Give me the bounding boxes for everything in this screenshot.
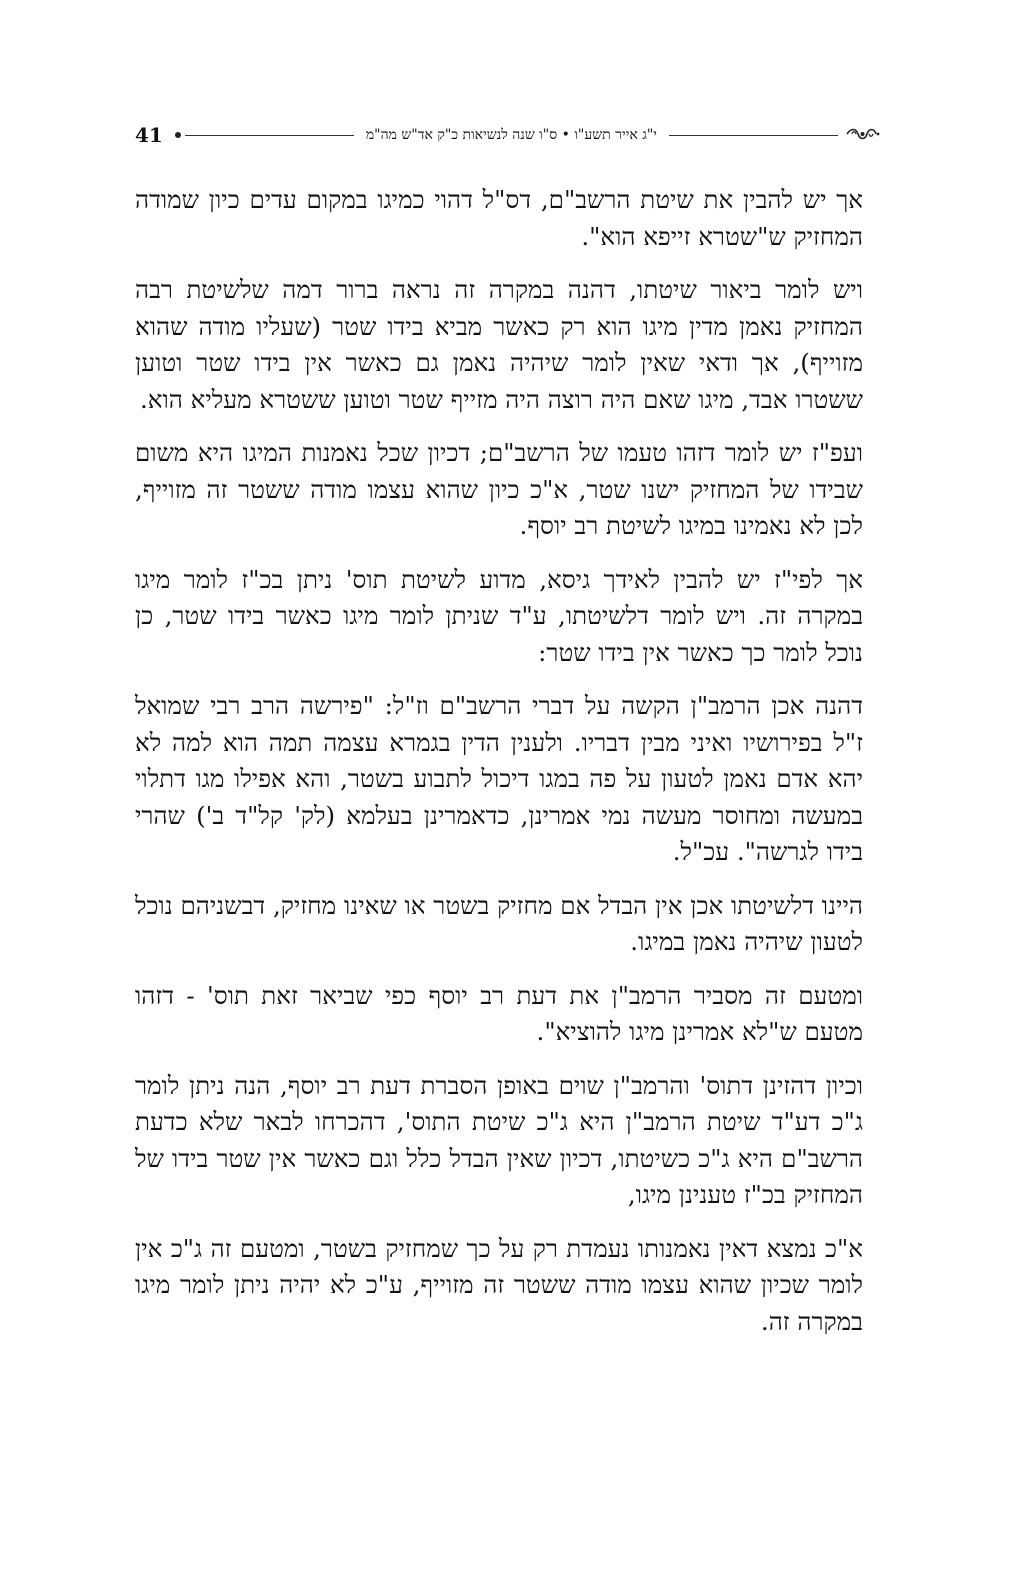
flourish-icon [846,125,880,146]
body-text [135,182,863,1357]
paragraph: דהנה אכן הרמב"ן הקשה על דברי הרשב"ם וז"ל: "פירשה הרב רבי שמואל ז"ל בפירושיו ואיני מבין דבריו. ולענין הדין בגמרא עצמה תמה הוא למה לא יהא אדם נאמן לטעון על פה במגו דיכול לתבוע בשטר, והא אפילו מגו דתלוי במעשה ומחוסר מעשה נמי אמרינן, כדאמרינן בעלמא (לק' קל"ד ב') שהרי בידו לגרשה". עכ"ל. [135,691,863,866]
paragraph: אך יש להבין את שיטת הרשב"ם, דס"ל דהוי כמיגו במקום עדים כיון שמודה המחזיק ש"שטרא זייפא הוא". [135,185,863,251]
paragraph: וכיון דהזינן דתוס' והרמב"ן שוים באופן הסברת דעת רב יוסף, הנה ניתן לומר ג"כ דע"ד שיטת הרמב"ן היא ג"כ שיטת התוס', דהכרחו לבאר שלא כדעת הרשב"ם היא ג"כ כשיטתו, דכיון שאין הבדל כלל וגם כאשר אין שטר בידו של המחזיק בכ"ז טענינן מיגו, [135,1070,863,1209]
page-number: 41 [135,123,163,147]
paragraph: ועפ"ז יש לומר דזהו טעמו של הרשב"ם; דכיון שכל נאמנות המיגו היא משום שבידו של המחזיק ישנו שטר, א"כ כיון שהוא עצמו מודה ששטר זה מזוייף, לכן לא נאמינו במיגו לשיטת רב יוסף. [135,438,863,540]
paragraph: א"כ נמצא דאין נאמנותו נעמדת רק על כך שמחזיק בשטר, ומטעם זה ג"כ אין לומר שכיון שהוא עצמו מודה ששטר זה מזוייף, ע"כ לא יהיה ניתן לומר מיגו במקרה זה. [135,1233,863,1336]
header-rule-line-left [185,135,354,136]
paragraph: ומטעם זה מסביר הרמב"ן את דעת רב יוסף כפי שביאר זאת תוס' - דזהו מטעם ש"לא אמרינן מיגו להוציא". [135,980,863,1046]
running-header [135,120,880,150]
paragraph: היינו דלשיטתו אכן אין הבדל אם מחזיק בשטר או שאינו מחזיק, דבשניהם נוכל לטעון שיהיה נאמן במיגו. [135,890,863,956]
paragraph: אך לפי"ז יש להבין לאידך גיסא, מדוע לשיטת תוס' ניתן בכ"ז לומר מיגו במקרה זה. ויש לומר דלשיטתו, ע"ד שניתן לומר מיגו כאשר בידו שטר, כן נוכל לומר כך כאשר אין בידו שטר: [135,564,863,667]
header-rule-dot-left [175,132,181,138]
header-rule-line-right [669,135,838,136]
flourish-icon-graphic [846,127,880,141]
paragraph: ויש לומר ביאור שיטתו, דהנה במקרה זה נראה ברור דמה שלשיטת רבה המחזיק נאמן מדין מיגו הוא רק כאשר מביא בידו שטר (שעליו מודה שהוא מזוייף), אך ודאי שאין לומר שיהיה נאמן גם כאשר אין בידו שטר וטוען ששטרו אבד, מיגו שאם היה רוצה היה מזייף שטר וטוען ששטרא מעליא הוא. [135,275,863,414]
running-title: י"ג אייר תשע"ו • ס"ו שנה לנשיאות כ"ק אד"ש מה"מ [365,126,657,143]
